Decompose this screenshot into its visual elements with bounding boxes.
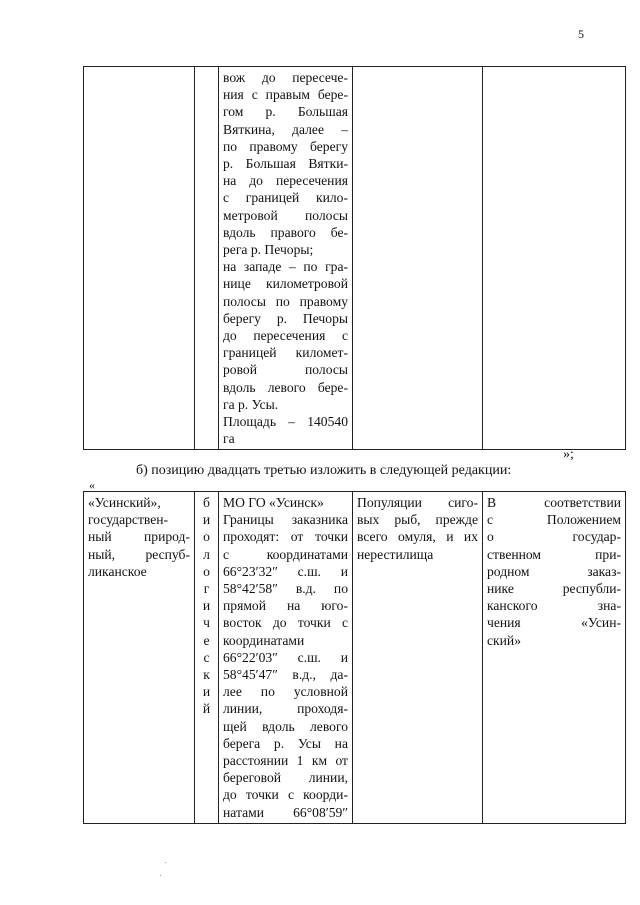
cell-text-line: метровой полосы xyxy=(223,207,348,223)
cell-text-line: с координатами xyxy=(223,546,348,562)
profile-letter: к xyxy=(203,667,210,683)
cell-text-line: нице километровой xyxy=(223,276,348,292)
cell-text-line: вых рыб, прежде xyxy=(357,512,478,528)
cell-name xyxy=(84,67,195,450)
profile-letter: ч xyxy=(203,615,210,631)
cell-text-line: берега р. Усы на xyxy=(223,735,348,751)
cell-text-line: гом р. Большая xyxy=(223,104,348,120)
cell-text-line: вдоль левого бере- xyxy=(223,379,348,395)
cell-text-line: нерестилища xyxy=(357,546,434,562)
cell-text-line: ровой полосы xyxy=(223,362,348,378)
cell-text-line: рега р. Печоры; xyxy=(223,242,314,258)
cell-text-line: на до пересечения xyxy=(223,173,348,189)
profile-letter: и xyxy=(202,598,211,614)
cell-text-line: с границей кило- xyxy=(223,190,348,206)
cell-text-line: Площадь – 140540 xyxy=(223,414,348,430)
cell-text-line: ный природ- xyxy=(88,529,190,545)
cell-object xyxy=(353,492,483,824)
amendment-instruction: б) позицию двадцать третью изложить в следующей редакции: xyxy=(136,463,512,478)
cell-text-line: береговой линии, xyxy=(223,770,348,786)
cell-regime xyxy=(483,492,626,824)
profile-letter: о xyxy=(203,563,210,579)
cell-regime xyxy=(483,67,626,450)
cell-location xyxy=(219,67,353,450)
scan-speck xyxy=(165,862,168,865)
profile-letter: л xyxy=(203,546,210,562)
cell-text-line: МО ГО «Усинск» xyxy=(223,495,324,510)
cell-text-line: ния с правым бере- xyxy=(223,87,348,103)
cell-text-line: натами 66°08′59″ xyxy=(223,804,348,820)
table-position-23 xyxy=(83,491,626,824)
cell-text-line: государствен- xyxy=(88,512,169,528)
cell-text-line: расстоянии 1 км от xyxy=(223,753,348,769)
cell-text-line: 66°22′03″ с.ш. и xyxy=(223,649,348,665)
cell-text-line: проходят: от точки xyxy=(223,529,348,545)
cell-text-line: ственном при- xyxy=(487,546,621,562)
cell-text-line: прямой на юго- xyxy=(223,598,348,614)
profile-letter: с xyxy=(203,649,210,665)
cell-text-line: до точки с коорди- xyxy=(223,787,348,803)
cell-text-line: щей вдоль левого xyxy=(223,718,348,734)
cell-text-line: Популяции сиго- xyxy=(357,495,478,510)
table-continuation xyxy=(83,66,626,450)
cell-text-line: канского зна- xyxy=(487,598,621,614)
cell-text-line: «Усинский», xyxy=(88,495,161,510)
cell-text-line: до пересечения с xyxy=(223,328,348,344)
scan-speck xyxy=(160,875,163,878)
cell-text-line: нике республи- xyxy=(487,581,621,597)
cell-location xyxy=(219,492,353,824)
profile-letter: и xyxy=(202,684,211,700)
cell-text-line: 66°23′32″ с.ш. и xyxy=(223,563,348,579)
opening-quote: « xyxy=(89,478,95,492)
cell-text-line: Вяткина, далее – xyxy=(223,121,348,137)
cell-text-line: 58°45′47″ в.д., да- xyxy=(223,667,348,683)
cell-profile xyxy=(195,67,219,450)
cell-text-line: всего омуля, и их xyxy=(357,529,478,545)
cell-text-line: по правому берегу xyxy=(223,138,348,154)
cell-text-line: р. Большая Вятки- xyxy=(223,156,348,172)
profile-letter: и xyxy=(202,512,211,528)
cell-text-line: линии, проходя- xyxy=(223,701,348,717)
cell-text-line: ликанское xyxy=(88,563,147,579)
cell-text-line: на западе – по гра- xyxy=(223,259,348,275)
cell-text-line: родном заказ- xyxy=(487,563,621,579)
cell-text-line: берегу р. Печоры xyxy=(223,310,348,326)
profile-letter: о xyxy=(203,529,210,545)
cell-text-line: ский» xyxy=(487,632,521,648)
table-row xyxy=(84,67,626,450)
cell-text-line: координатами xyxy=(223,632,305,648)
cell-text-line: вдоль правого бе- xyxy=(223,224,348,240)
table-row xyxy=(84,492,626,824)
profile-letter: г xyxy=(203,581,210,597)
cell-text-line: В соответствии xyxy=(487,495,621,510)
cell-text-line: вож до пересече- xyxy=(223,70,348,85)
cell-text-line: лее по условной xyxy=(223,684,348,700)
cell-object xyxy=(353,67,483,450)
cell-text-line: 58°42′58″ в.д. по xyxy=(223,581,348,597)
cell-text-line: границей километ- xyxy=(223,345,348,361)
profile-letter: е xyxy=(203,632,210,648)
cell-name xyxy=(84,492,195,824)
cell-text-line: га р. Усы. xyxy=(223,396,279,412)
cell-text-line: га xyxy=(223,431,235,447)
profile-letter: б xyxy=(203,495,210,510)
cell-text-line: полосы по правому xyxy=(223,293,348,309)
cell-text-line: о государ- xyxy=(487,529,621,545)
cell-text-line: с Положением xyxy=(487,512,621,528)
cell-text-line: ный, респуб- xyxy=(88,546,190,562)
profile-letter: й xyxy=(202,701,211,717)
cell-profile xyxy=(195,492,219,824)
closing-quote: »; xyxy=(563,447,574,462)
cell-text-line: чения «Усин- xyxy=(487,615,621,631)
page-number: 5 xyxy=(578,27,584,41)
cell-text-line: Границы заказника xyxy=(223,512,348,528)
cell-text-line: восток до точки с xyxy=(223,615,348,631)
